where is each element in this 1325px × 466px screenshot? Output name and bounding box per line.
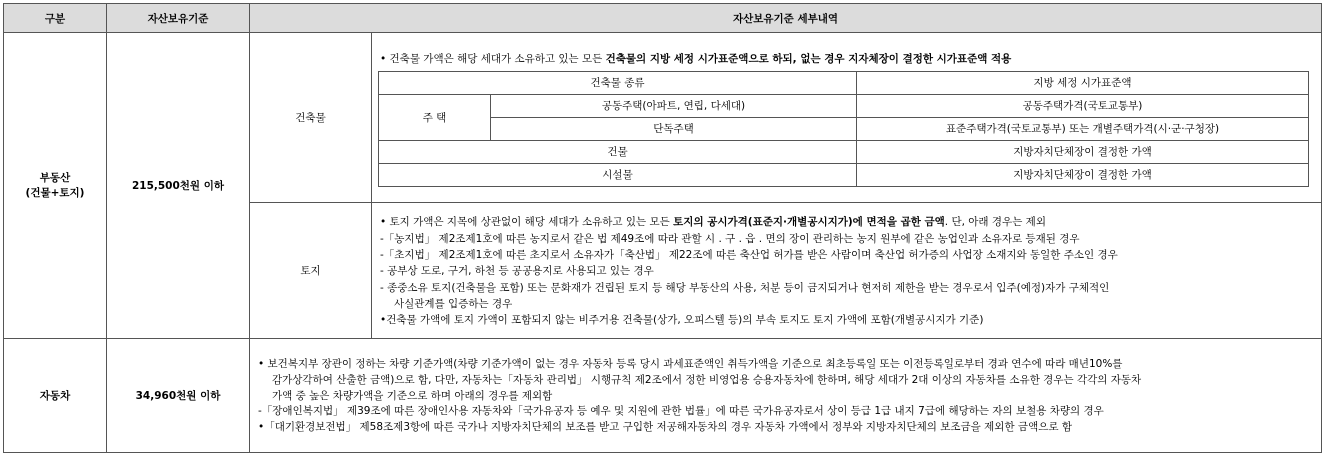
- land-line-7: •건축물 가액에 토지 가액이 포함되지 않는 비주거용 건축물(상가, 오피스텔 등)의 부속 토지도 토지 가액에 포함(개별공시지가 기준): [380, 314, 984, 327]
- house-row-1: [379, 94, 1309, 117]
- realestate-category-line1: 부동산: [39, 171, 71, 184]
- facility-value: 지방자치단체장이 결정한 가액: [857, 163, 1309, 186]
- building-type-header: 건축물 종류: [379, 71, 857, 94]
- header-row: [4, 4, 1322, 33]
- building-price-table: [378, 71, 1309, 187]
- house-subtype: 단독주택: [491, 117, 857, 140]
- house-subtype: 공동주택(아파트, 연립, 다세대): [491, 94, 857, 117]
- building-type: 건물: [379, 140, 857, 163]
- land-line-1: [380, 214, 1313, 230]
- car-line-5: •「대기환경보전법」 제58조제3항에 따른 국가나 지방자치단체의 보조를 받고 구입한 저공해자동차의 경우 자동차 가액에서 정부와 지방자치단체의 보조금을 제외한 금액으로 함: [258, 421, 1072, 434]
- land-line-3: -「초지법」 제2조제1호에 따른 초지로서 소유자가「축산법」 제22조에 따른 축산업 허가를 받은 사람이며 축산업 허가증의 사업장 소재지와 동일한 주소인 경우: [380, 249, 1118, 262]
- car-detail: [250, 339, 1322, 453]
- header-details: 자산보유기준 세부내역: [250, 4, 1322, 33]
- building-label: 건축물: [250, 33, 372, 203]
- realestate-category: [4, 33, 107, 339]
- land-line-1-bold: 토지의 공시가격(표준지·개별공시지가)에 면적을 곱한 금액: [673, 216, 945, 229]
- land-line-2: -「농지법」 제2조제1호에 따른 농지로서 같은 법 제49조에 따라 관할 시 . 구 . 읍 . 면의 장이 관리하는 농지 원부에 같은 농업인과 소유자로 등재된 경우: [380, 232, 1080, 245]
- car-row: [4, 339, 1322, 453]
- building-row-other: [379, 140, 1309, 163]
- realestate-criteria: 215,500천원 이하: [107, 33, 250, 339]
- car-text: [250, 352, 1321, 439]
- land-line-6: 사실관계를 입증하는 경우: [394, 297, 513, 310]
- building-table-header: [379, 71, 1309, 94]
- car-line-2: 감가상각하여 산출한 금액)으로 함, 다만, 자동차는「자동차 관리법」 시행규칙 제2조에서 정한 비영업용 승용자동차에 한하며, 해당 세대가 2대 이상의 자동차를 소유한 경우는 각각의 자동차: [272, 373, 1142, 386]
- building-intro-bold: 건축물의 지방 세정 시가표준액으로 하되, 없는 경우 지자체장이 결정한 시가표준액 적용: [605, 52, 1012, 65]
- building-detail: [372, 33, 1322, 203]
- building-value-header: 지방 세정 시가표준액: [857, 71, 1309, 94]
- car-criteria: 34,960천원 이하: [107, 339, 250, 453]
- house-label: 주 택: [379, 94, 491, 140]
- land-text: [372, 209, 1321, 331]
- land-label: 토지: [250, 203, 372, 339]
- car-line-1: • 보건복지부 장관이 정하는 차량 기준가액(차량 기준가액이 없는 경우 자동차 등록 당시 과세표준액인 취득가액을 기준으로 최초등록일 또는 이전등록일로부터 경과 연수에 따라 매년10%를: [258, 358, 1123, 371]
- land-line-1-suffix: . 단, 아래 경우는 제외: [944, 216, 1046, 229]
- land-line-5: - 종중소유 토지(건축물을 포함) 또는 문화재가 건립된 토지 등 해당 부동산의 사용, 처분 등이 금지되거나 현저히 제한을 받는 경우로서 입주(예정)자가 구체적인: [380, 281, 1110, 294]
- car-line-3: 가액 중 높은 차량가액을 기준으로 하며 아래의 경우를 제외함: [272, 389, 553, 402]
- land-line-1-text: • 토지 가액은 지목에 상관없이 해당 세대가 소유하고 있는 모든: [380, 216, 674, 229]
- building-value: 지방자치단체장이 결정한 가액: [857, 140, 1309, 163]
- land-detail: [372, 203, 1322, 339]
- building-intro-text: • 건축물 가액은 해당 세대가 소유하고 있는 모든: [380, 52, 606, 65]
- header-category: 구분: [4, 4, 107, 33]
- realestate-category-line2: (건물+토지): [25, 186, 85, 199]
- house-value: 표준주택가격(국토교통부) 또는 개별주택가격(시·군·구청장): [857, 117, 1309, 140]
- land-line-4: - 공부상 도로, 구거, 하천 등 공공용지로 사용되고 있는 경우: [380, 265, 654, 278]
- car-line-4: -「장애인복지법」 제39조에 따른 장애인사용 자동차와「국가유공자 등 예우 및 지원에 관한 법률」에 따른 국가유공자로서 상이 등급 1급 내지 7급에 해당하는 자의 보철용 차량의 경우: [258, 405, 1104, 418]
- facility-row: [379, 163, 1309, 186]
- car-category: 자동차: [4, 339, 107, 453]
- building-intro: [380, 52, 1307, 66]
- asset-criteria-table: [3, 3, 1322, 453]
- facility-type: 시설물: [379, 163, 857, 186]
- house-row-2: [379, 117, 1309, 140]
- header-criteria: 자산보유기준: [107, 4, 250, 33]
- building-row: [4, 33, 1322, 203]
- house-value: 공동주택가격(국토교통부): [857, 94, 1309, 117]
